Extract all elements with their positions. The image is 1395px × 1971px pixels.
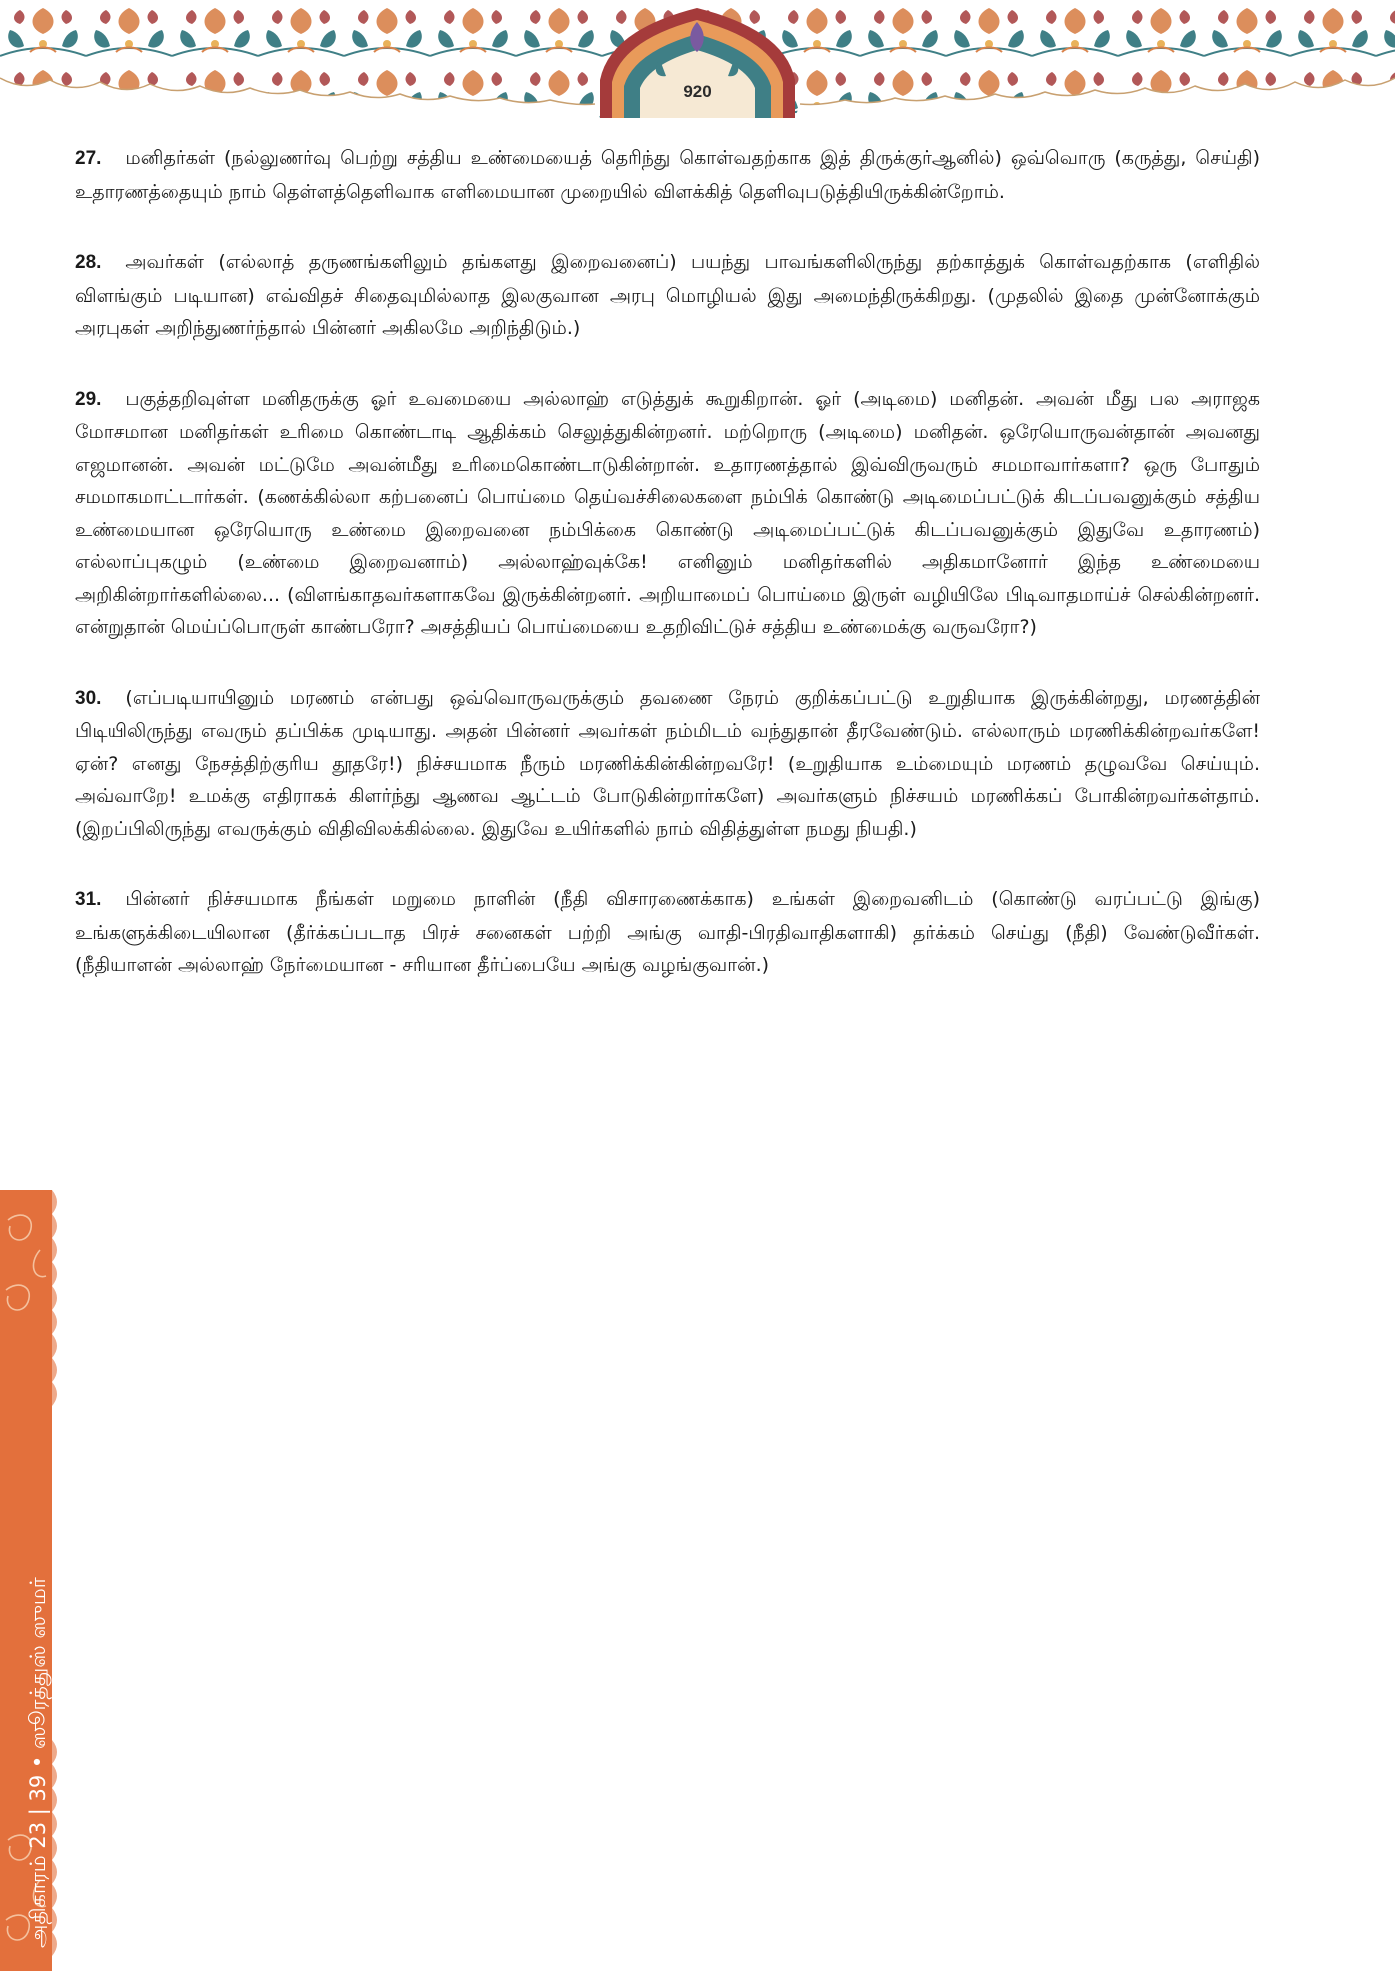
verse-number: 29.: [75, 388, 102, 410]
verse-27: [75, 142, 1260, 208]
verse-text: அவர்கள் (எல்லாத் தருணங்களிலும் தங்களது இறைவனைப்) பயந்து பாவங்களிலிருந்து தற்காத்துக் கொள்வதற்காக (எளிதில் விளங்கும் படியான) எவ்விதச் சிதைவுமில்லாத இலகுவான அரபு மொழியல் இது அமைந்திருக்கிறது. (முதலில் இதை முன்னோக்கும் அரபுகள் அறிந்துணர்ந்தால் பின்னர் அகிலமே அறிந்திடும்.): [75, 251, 1260, 339]
page-number: 920: [683, 82, 712, 101]
verse-text: பின்னர் நிச்சயமாக நீங்கள் மறுமை நாளின் (நீதி விசாரணைக்காக) உங்கள் இறைவனிடம் (கொண்டு வரப்பட்டு இங்கு) உங்களுக்கிடையிலான (தீர்க்கப்படாத பிரச் சனைகள் பற்றி அங்கு வாதி-பிரதிவாதிகளாகி) தர்க்கம் செய்து (நீதி) வேண்டுவீர்கள். (நீதியாளன் அல்லாஹ் நேர்மையான - சரியான தீர்ப்பையே அங்கு வழங்குவான்.): [75, 888, 1260, 976]
verse-30: [75, 682, 1260, 846]
verse-text: பகுத்தறிவுள்ள மனிதருக்கு ஓர் உவமையை அல்லாஹ் எடுத்துக் கூறுகிறான். ஓர் (அடிமை) மனிதன். அவன் மீது பல அராஜக மோசமான மனிதர்கள் உரிமை கொண்டாடி ஆதிக்கம் செலுத்துகின்றனர். மற்றொரு (அடிமை) மனிதன். ஒரேயொருவன்தான் அவனது எஜமானன். அவன் மட்டுமே அவன்மீது உரிமைகொண்டாடுகின்றான். உதாரணத்தால் இவ்விருவரும் சமமாவார்களா? ஒரு போதும் சமமாகமாட்டார்கள். (கணக்கில்லா கற்பனைப் பொய்மை தெய்வச்சிலைகளை நம்பிக் கொண்டு அடிமைப்பட்டுக் கிடப்பவனுக்கும் சத்திய உண்மையான ஒரேயொரு உண்மை இறைவனை நம்பிக்கை கொண்டு அடிமைப்பட்டுக் கிடப்பவனுக்கும் இதுவே உதாரணம்) எல்லாப்புகழும் (உண்மை இறைவனாம்) அல்லாஹ்வுக்கே! எனினும் மனிதர்களில் அதிகமானோர் இந்த உண்மையை அறிகின்றார்களில்லை... (விளங்காதவர்களாகவே இருக்கின்றனர். அறியாமைப் பொய்மை இருள் வழியிலே பிடிவாதமாய்ச் செல்கின்றனர். என்றுதான் மெய்ப்பொருள் காண்பரோ? அசத்தியப் பொய்மையை உதறிவிட்டுச் சத்திய உண்மைக்கு வருவரோ?): [75, 387, 1260, 638]
verse-number: 28.: [75, 252, 102, 273]
verse-31: [75, 883, 1260, 982]
chapter-label: அதிகாரம் 23 | 39 • ஸூரத்துஸ் ஸுமர்: [26, 1577, 50, 1948]
verse-text: (எப்படியாயினும் மரணம் என்பது ஒவ்வொருவருக்கும் தவணை நேரம் குறிக்கப்பட்டு உறுதியாக இருக்கின்றது, மரணத்தின் பிடியிலிருந்து எவரும் தப்பிக்க முடியாது. அதன் பின்னர் அவர்கள் நம்மிடம் வந்துதான் தீரவேண்டும். எல்லாரும் மரணிக்கின்றவர்களே! ஏன்? எனது நேசத்திற்குரிய தூதரே!) நிச்சயமாக நீரும் மரணிக்கின்கின்றவரே! (உறுதியாக உம்மையும் மரணம் தழுவவே செய்யும். அவ்வாறே! உமக்கு எதிராகக் கிளர்ந்து ஆணவ ஆட்டம் போடுகின்றார்களே) அவர்களும் நிச்சயம் மரணிக்கப் போகின்றவர்கள்தாம். (இறப்பிலிருந்து எவருக்கும் விதிவிலக்கில்லை. இதுவே உயிர்களில் நாம் விதித்துள்ள நமது நியதி.): [75, 686, 1260, 840]
top-ornament-band: [0, 0, 1395, 118]
verse-list: [75, 142, 1260, 1020]
verse-number: 31.: [75, 889, 102, 910]
verse-number: 30.: [75, 687, 102, 709]
verse-29: [75, 383, 1260, 644]
verse-28: [75, 246, 1260, 345]
verse-text: மனிதர்கள் (நல்லுணர்வு பெற்று சத்திய உண்மையைத் தெரிந்து கொள்வதற்காக இத் திருக்குர்ஆனில்) ஒவ்வொரு (கருத்து, செய்தி) உதாரணத்தையும் நாம் தெள்ளத்தெளிவாக எளிமையான முறையில் விளக்கித் தெளிவுபடுத்தியிருக்கின்றோம்.: [75, 147, 1260, 203]
verse-number: 27.: [75, 148, 102, 169]
